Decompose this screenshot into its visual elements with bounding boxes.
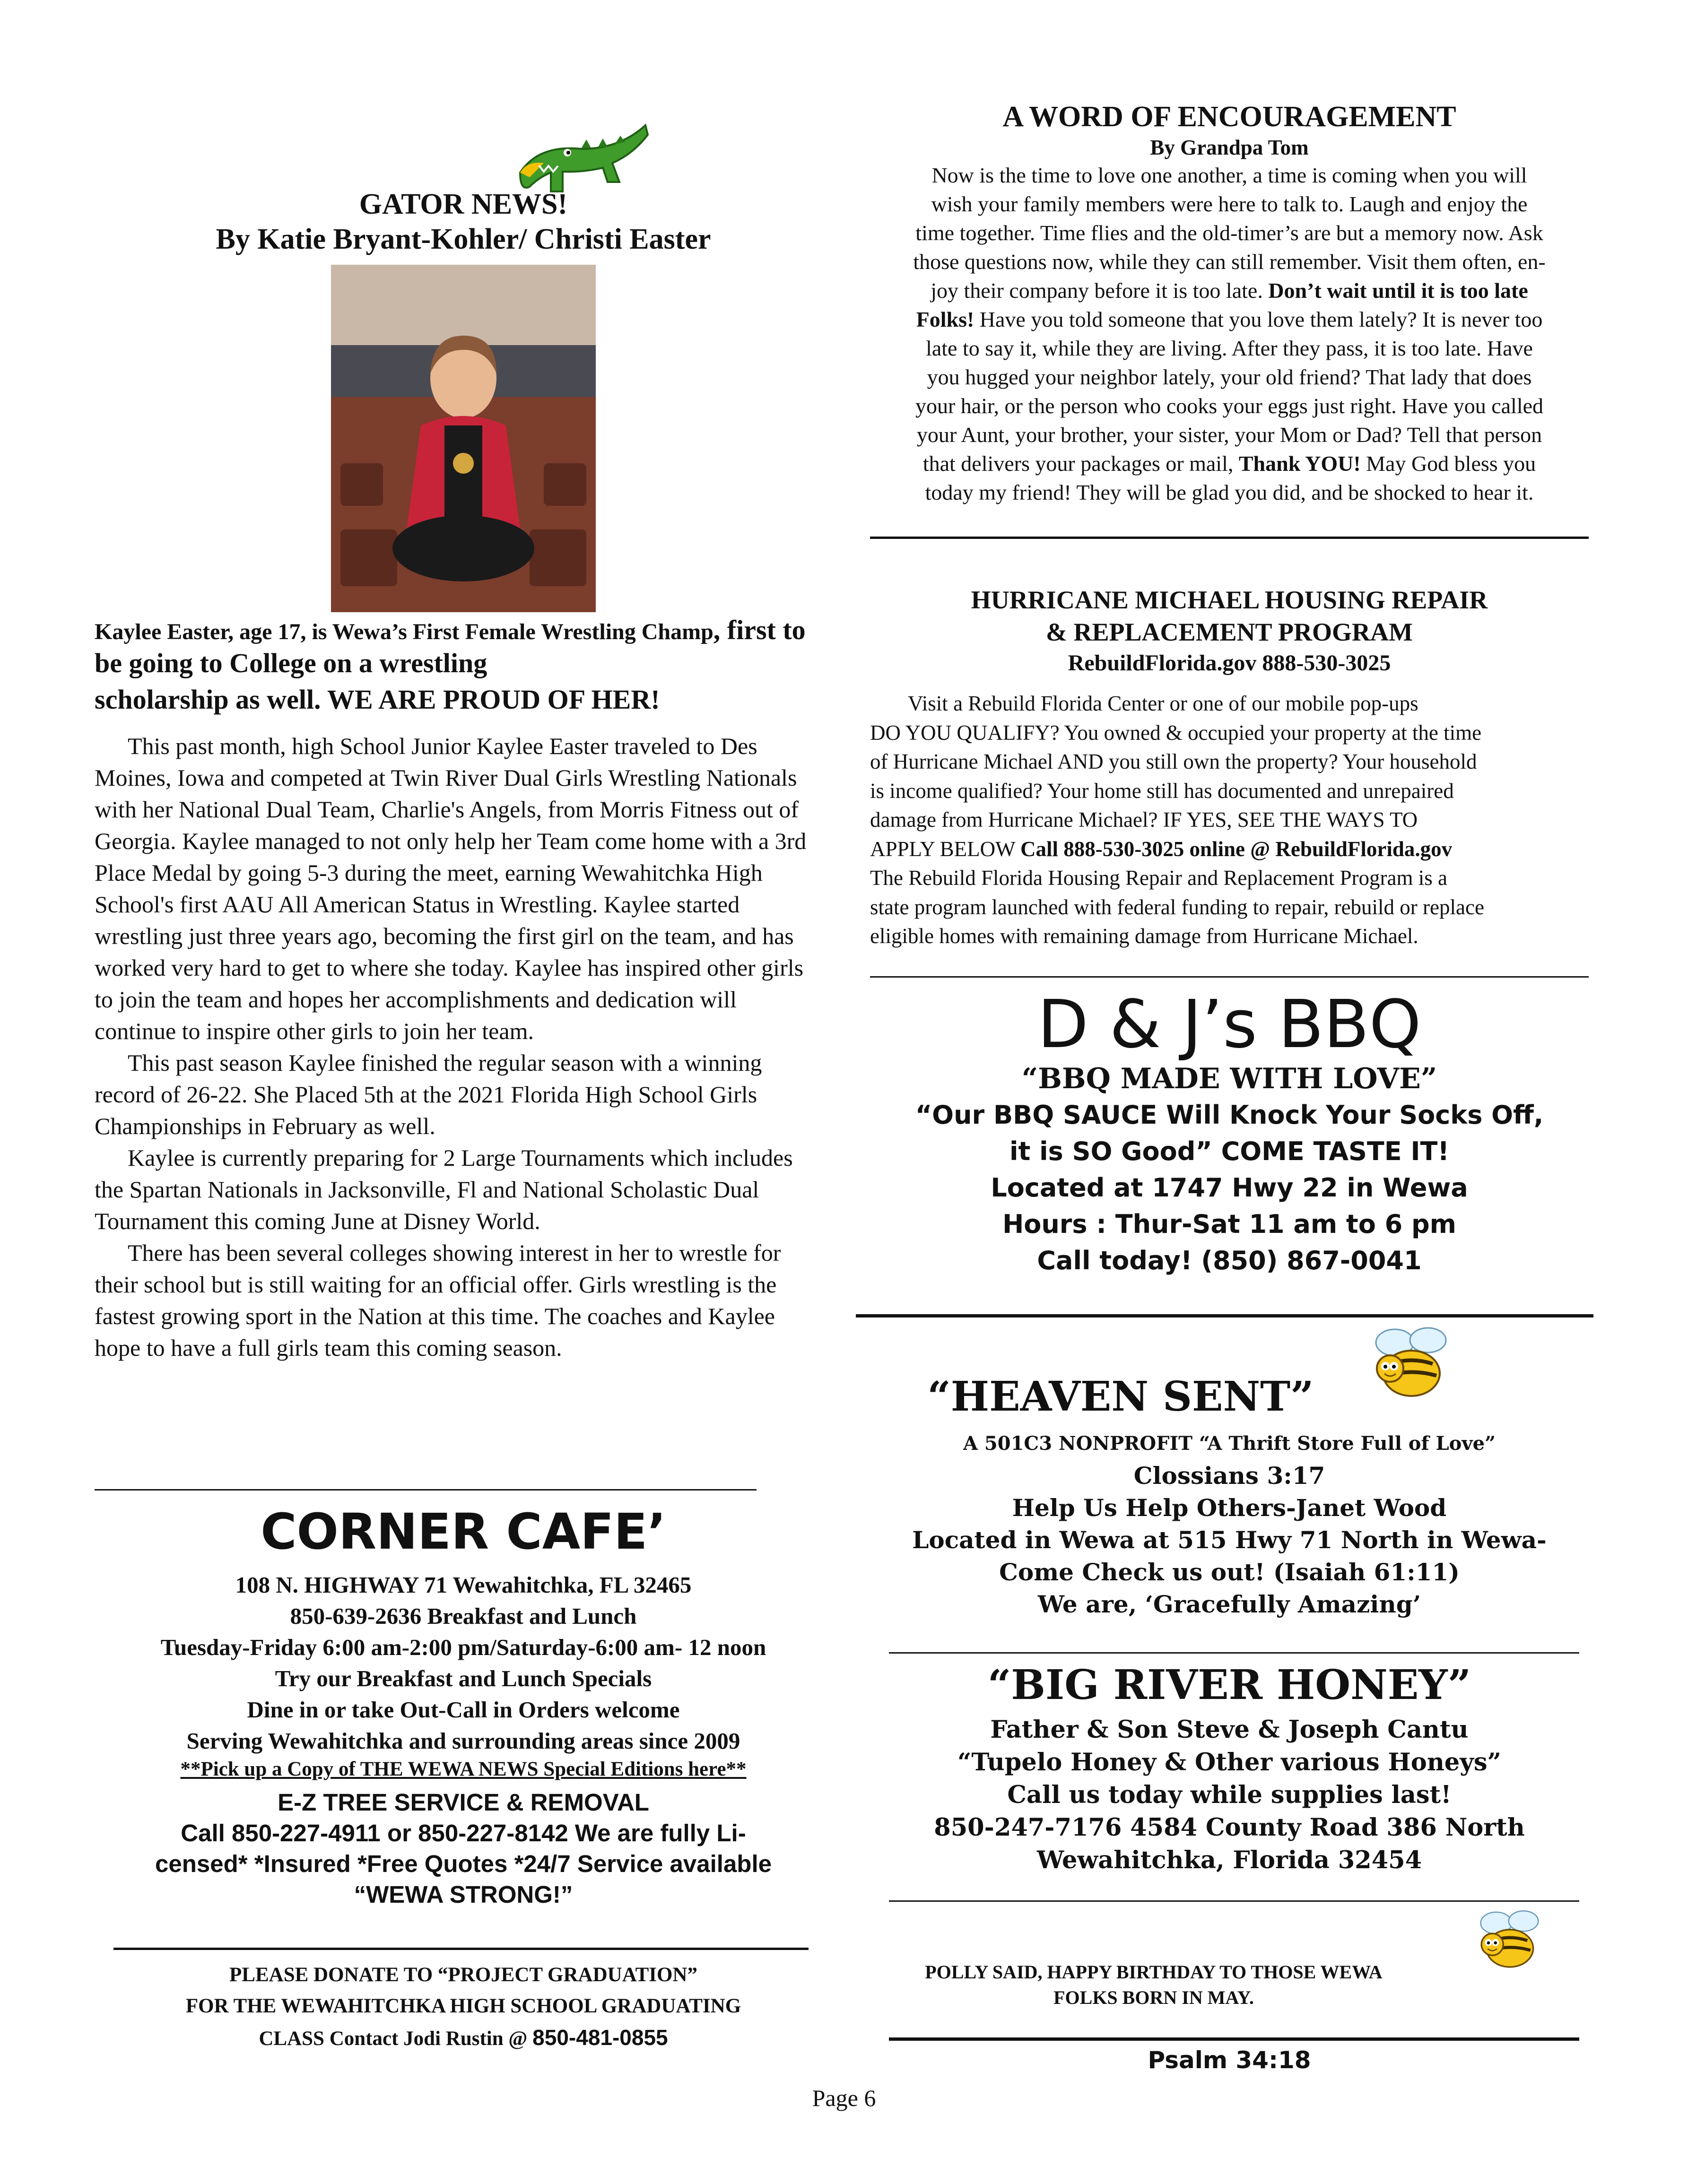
gator-article (95, 730, 813, 1364)
text-line: your hair, or the person who cooks your eggs just right. Have you called (915, 394, 1544, 418)
heaven-line-5: Come Check us out! (Isaiah 61:11) (999, 1558, 1460, 1586)
text-line: DO YOU QUALIFY? You owned & occupied your property at the time (870, 720, 1482, 745)
hurricane-contact: RebuildFlorida.gov 888-530-3025 (1068, 650, 1391, 676)
honey-line-4: 850-247-7176 4584 County Road 386 North (934, 1813, 1525, 1842)
honey-line-3: Call us today while supplies last! (1007, 1781, 1452, 1809)
text-line: state program launched with federal funding to repair, rebuild or replace (870, 895, 1484, 919)
divider (870, 976, 1589, 978)
text-line: that delivers your packages or mail, (922, 451, 1239, 476)
bbq-slogan: “BBQ MADE WITH LOVE” (1021, 1062, 1437, 1095)
divider (889, 2037, 1579, 2041)
encouragement-section (861, 99, 1598, 507)
cafe-serving: Serving Wewahitchka and surrounding areas since 2009 (186, 1728, 740, 1754)
cafe-dine: Dine in or take Out-Call in Orders welcome (247, 1697, 680, 1723)
text-line: Visit a Rebuild Florida Center or one of our mobile pop-ups (908, 692, 1418, 715)
text-line: those questions now, while they can still remember. Visit them often, en- (913, 250, 1546, 274)
text-line: time together. Time flies and the old-timer’s are but a memory now. Ask (915, 221, 1543, 245)
bee-icon (1466, 1907, 1546, 1974)
divider (113, 1948, 809, 1950)
text-line: Have you told someone that you love them lately? It is never too (974, 307, 1543, 331)
gator-news-section (95, 187, 832, 257)
heaven-line-3: Help Us Help Others-Janet Wood (1012, 1494, 1447, 1522)
text-bold: Don’t wait until it is too late (1268, 278, 1528, 303)
bbq-line-1: “Our BBQ SAUCE Will Knock Your Socks Off, (915, 1100, 1544, 1130)
divider (870, 537, 1589, 539)
tree-line-2: censed* *Insured *Free Quotes *24/7 Service available (155, 1850, 772, 1877)
donate-line-3: CLASS Contact Jodi Rustin @ (259, 2028, 533, 2050)
encouragement-title: A WORD OF ENCOURAGEMENT (1002, 101, 1456, 133)
heaven-sent-title: “HEAVEN SENT” (927, 1373, 1314, 1421)
alligator-icon (511, 116, 653, 210)
caption-small: Kaylee Easter, age 17, is Wewa’s First Female Wrestling Champ (95, 619, 713, 644)
birthday-notice (861, 1959, 1447, 2011)
photo-caption (95, 615, 832, 719)
text-line: you hugged your neighbor lately, your old friend? That lady that does (927, 365, 1532, 389)
text-line: your Aunt, your brother, your sister, your Mom or Dad? Tell that person (916, 423, 1542, 447)
heaven-line-6: We are, ‘Gracefully Amazing’ (1037, 1590, 1421, 1618)
text-line: of Hurricane Michael AND you still own the property? Your household (870, 750, 1477, 773)
cafe-pickup: **Pick up a Copy of THE WEWA NEWS Special Editions here** (180, 1758, 747, 1780)
text-line: joy their company before it is too late. (931, 278, 1269, 303)
corner-cafe-title: CORNER CAFE’ (261, 1503, 666, 1560)
cafe-hours: Tuesday-Friday 6:00 am-2:00 pm/Saturday-6:00 am- 12 noon (160, 1634, 766, 1660)
bbq-title: D & J’s BBQ (1037, 986, 1421, 1063)
text-line: wish your family members were here to talk to. Laugh and enjoy the (931, 192, 1528, 216)
hurricane-header (861, 584, 1598, 678)
encouragement-body (861, 161, 1598, 507)
text-bold: Folks! (916, 307, 975, 331)
text-line: May God bless you (1360, 451, 1536, 476)
bbq-line-3: Located at 1747 Hwy 22 in Wewa (991, 1173, 1468, 1203)
text-line: Now is the time to love one another, a time is coming when you will (931, 163, 1527, 187)
encouragement-byline: By Grandpa Tom (1150, 136, 1309, 159)
gator-news-title: GATOR NEWS! (359, 188, 568, 220)
tree-service-ad (95, 1787, 832, 1910)
text-line: The Rebuild Florida Housing Repair and Replacement Program is a (870, 866, 1447, 890)
wrestler-photo (331, 265, 596, 612)
caption-large-2: scholarship as well. WE ARE PROUD OF HER! (95, 684, 660, 715)
hurricane-title-1: HURRICANE MICHAEL HOUSING REPAIR (971, 586, 1488, 614)
honey-line-5: Wewahitchka, Florida 32454 (1036, 1846, 1422, 1874)
text-line: damage from Hurricane Michael? IF YES, SEE THE WAYS TO (870, 808, 1418, 832)
article-paragraph: This past season Kaylee finished the regular season with a winning record of 26-22. She Placed 5th at the 2021 Florida High School Girls Championships in February as well. (95, 1049, 762, 1139)
text-line: late to say it, while they are living. After they pass, it is too late. Have (926, 336, 1533, 360)
text-line: APPLY BELOW (870, 837, 1021, 861)
divider (889, 1652, 1579, 1654)
tree-title: E-Z TREE SERVICE & REMOVAL (278, 1789, 649, 1816)
hurricane-body (870, 689, 1598, 951)
honey-title: “BIG RIVER HONEY” (987, 1661, 1471, 1709)
gator-news-byline: By Katie Bryant-Kohler/ Christi Easter (216, 223, 711, 255)
text-bold: Call 888-530-3025 online @ RebuildFlorida.gov (1020, 837, 1453, 861)
honey-line-2: “Tupelo Honey & Other various Honeys” (957, 1748, 1501, 1777)
tree-line-1: Call 850-227-4911 or 850-227-8142 We are fully Li- (181, 1820, 746, 1846)
bbq-line-5: Call today! (850) 867-0041 (1037, 1246, 1422, 1275)
page-number: Page 6 (812, 2085, 876, 2111)
bbq-line-2: it is SO Good” COME TASTE IT! (1009, 1136, 1449, 1166)
article-paragraph: There has been several colleges showing interest in her to wrestle for their school but is still waiting for an official offer. Girls wrestling is the fastest growing sport in the Nation at this time. The coaches and Kaylee hope to have a full girls team this coming season. (95, 1239, 781, 1361)
bbq-line-4: Hours : Thur-Sat 11 am to 6 pm (1002, 1209, 1456, 1239)
heaven-line-2: Clossians 3:17 (1133, 1462, 1325, 1490)
cafe-phone: 850-639-2636 Breakfast and Lunch (290, 1603, 637, 1629)
divider (856, 1314, 1593, 1317)
article-paragraph: This past month, high School Junior Kaylee Easter traveled to Des Moines, Iowa and competed at Twin River Dual Girls Wrestling Nationals with her National Dual Team, Charlie's Angels, from Morris Fitness out of Georgia. Kaylee managed to not only help her Team come home with a 3rd Place Medal by going 5-3 during the meet, earning Wewahitchka High School's first AAU All American Status in Wrestling. Kaylee started wrestling just three years ago, becoming the first girl on the team, and has worked very hard to get to where she today. Kaylee has inspired other girls to join the team and hopes her accomplishments and dedication will continue to inspire other girls to join her team. (95, 733, 807, 1044)
honey-line-1: Father & Son Steve & Joseph Cantu (990, 1716, 1469, 1744)
text-line: is income qualified? Your home still has documented and unrepaired (870, 779, 1454, 803)
text-line: eligible homes with remaining damage from Hurricane Michael. (870, 924, 1418, 948)
divider (95, 1489, 757, 1491)
article-paragraph: Kaylee is currently preparing for 2 Large Tournaments which includes the Spartan Nationals in Jacksonville, Fl and National Scholastic Dual Tournament this coming June at Disney World. (95, 1144, 793, 1234)
heaven-line-4: Located in Wewa at 515 Hwy 71 North in Wewa- (912, 1526, 1547, 1554)
caption-large-1: , first to be going to College on a wrestling (95, 615, 806, 678)
donate-line-1: PLEASE DONATE TO “PROJECT GRADUATION” (229, 1964, 697, 1986)
donate-notice (95, 1959, 832, 2054)
divider (889, 1900, 1579, 1902)
heaven-sent-ad (861, 1428, 1598, 1621)
hurricane-title-2: & REPLACEMENT PROGRAM (1046, 618, 1413, 646)
donate-line-2: FOR THE WEWAHITCHKA HIGH SCHOOL GRADUATING (185, 1995, 741, 2017)
tree-line-3: “WEWA STRONG!” (354, 1881, 573, 1908)
cafe-address: 108 N. HIGHWAY 71 Wewahitchka, FL 32465 (235, 1572, 692, 1598)
bbq-ad (861, 1097, 1598, 1279)
cafe-specials: Try our Breakfast and Lunch Specials (275, 1665, 652, 1691)
donate-phone: 850-481-0855 (532, 2025, 668, 2050)
honey-ad (861, 1714, 1598, 1877)
text-bold: Thank YOU! (1238, 451, 1361, 476)
text-line: today my friend! They will be glad you did, and be shocked to hear it. (925, 480, 1534, 504)
polly-line-2: FOLKS BORN IN MAY. (1053, 1987, 1254, 2008)
corner-cafe-ad (95, 1569, 832, 1782)
polly-line-1: POLLY SAID, HAPPY BIRTHDAY TO THOSE WEWA (925, 1961, 1383, 1983)
psalm-reference: Psalm 34:18 (1148, 2046, 1311, 2074)
heaven-line-1: A 501C3 NONPROFIT “A Thrift Store Full of Love” (963, 1432, 1496, 1455)
